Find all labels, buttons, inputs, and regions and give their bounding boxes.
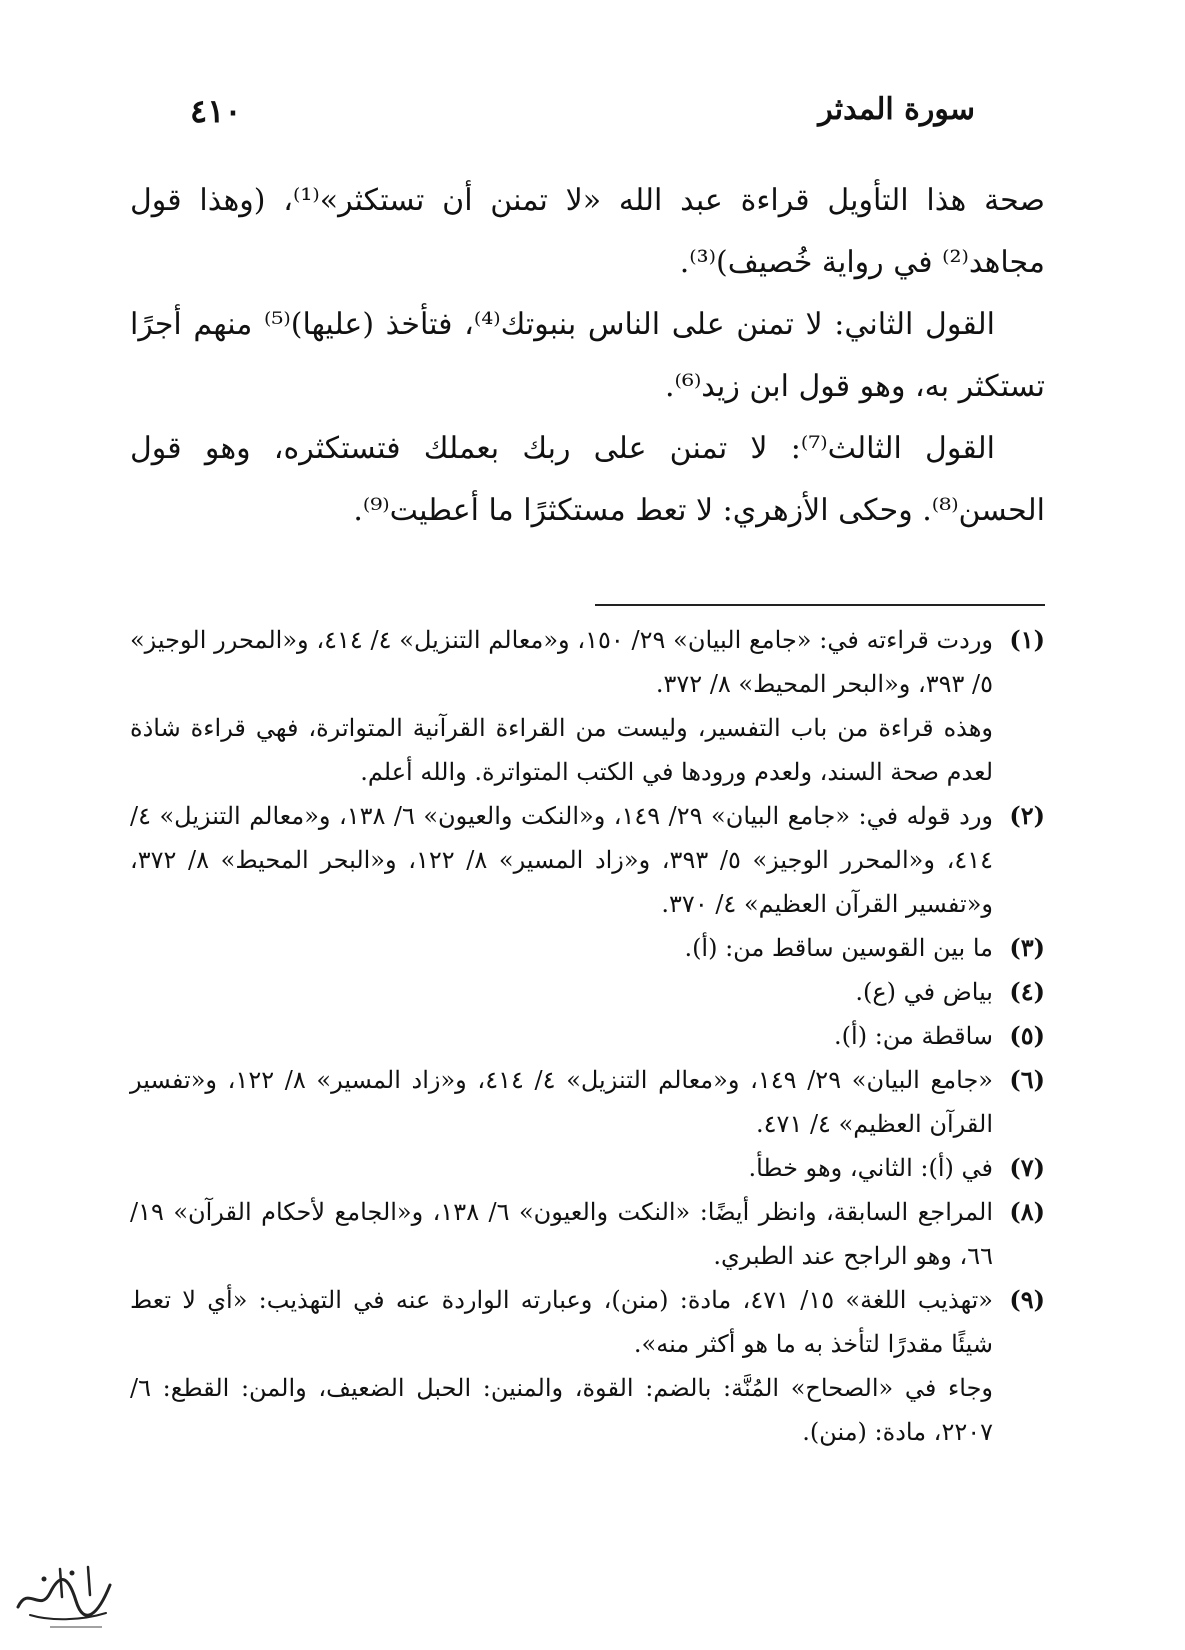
page-number: ٤١٠ bbox=[190, 92, 242, 130]
footnote-number: (٦) bbox=[1009, 1065, 1045, 1094]
footnote-text: ساقطة من: (أ). bbox=[834, 1022, 993, 1050]
footnote bbox=[130, 1146, 1045, 1190]
paragraph: القول الثالث⁽⁷⁾: لا تمنن على ربك بعملك فتستكثره، وهو قول الحسن⁽⁸⁾. وحكى الأزهري: لا تعط مستكثرًا ما أعطيت⁽⁹⁾. bbox=[130, 431, 1045, 528]
footnote-number: (٤) bbox=[1009, 977, 1045, 1006]
calligraphy-logo bbox=[10, 1555, 120, 1635]
footnote-text: ما بين القوسين ساقط من: (أ). bbox=[684, 934, 993, 962]
surah-title: سورة المدثر bbox=[818, 92, 975, 127]
footnote-text: «تهذيب اللغة» ١٥/ ٤٧١، مادة: (منن)، وعبارته الواردة عنه في التهذيب: «أي لا تعط شيئًا مقدرًا لتأخذ به ما هو أكثر منه». bbox=[130, 1286, 993, 1358]
footnote bbox=[130, 1058, 1045, 1146]
footnote bbox=[130, 970, 1045, 1014]
footnote-number: (٨) bbox=[1009, 1197, 1045, 1226]
footnote-number: (٣) bbox=[1009, 933, 1045, 962]
footnote-number: (٢) bbox=[1009, 801, 1045, 830]
footnote-divider bbox=[595, 604, 1045, 606]
footnote bbox=[130, 1014, 1045, 1058]
footnote-text: وردت قراءته في: «جامع البيان» ٢٩/ ١٥٠، و«معالم التنزيل» ٤/ ٤١٤، و«المحرر الوجيز» ٥/ ٣٩٣، و«البحر المحيط» ٨/ ٣٧٢. bbox=[130, 626, 994, 698]
footnote-text: «جامع البيان» ٢٩/ ١٤٩، و«معالم التنزيل» ٤/ ٤١٤، و«زاد المسير» ٨/ ١٢٢، و«تفسير القرآن العظيم» ٤/ ٤٧١. bbox=[130, 1066, 993, 1138]
footnote-number: (٧) bbox=[1009, 1153, 1045, 1182]
footnote-text: بياض في (ع). bbox=[855, 978, 993, 1006]
footnote bbox=[130, 1278, 1045, 1366]
footnote-text: في (أ): الثاني، وهو خطأ. bbox=[748, 1154, 993, 1182]
paragraph: صحة هذا التأويل قراءة عبد الله «لا تمنن أن تستكثر»⁽¹⁾، (وهذا قول مجاهد⁽²⁾ في رواية خُصيف)⁽³⁾. bbox=[130, 183, 1045, 280]
footnote-text: المراجع السابقة، وانظر أيضًا: «النكت والعيون» ٦/ ١٣٨، و«الجامع لأحكام القرآن» ١٩/ ٦٦، وهو الراجح عند الطبري. bbox=[130, 1198, 993, 1270]
footnote bbox=[130, 794, 1045, 926]
footnote bbox=[130, 1190, 1045, 1278]
footnote-continuation: وجاء في «الصحاح» المُنَّة: بالضم: القوة، والمنين: الحبل الضعيف، والمن: القطع: ٦/ ٢٢٠٧، مادة: (منن). bbox=[130, 1374, 993, 1446]
page-header bbox=[130, 92, 1055, 142]
footnote bbox=[130, 618, 1045, 706]
footnote-continuation: وهذه قراءة من باب التفسير، وليست من القراءة القرآنية المتواترة، فهي قراءة شاذة لعدم صحة السند، ولعدم ورودها في الكتب المتواترة. والله أعلم. bbox=[130, 714, 993, 786]
footnote bbox=[130, 926, 1045, 970]
footnote-number: (٥) bbox=[1009, 1021, 1045, 1050]
footnotes bbox=[130, 618, 1045, 1454]
main-text bbox=[130, 170, 1045, 542]
footnote-text: ورد قوله في: «جامع البيان» ٢٩/ ١٤٩، و«النكت والعيون» ٦/ ١٣٨، و«معالم التنزيل» ٤/ ٤١٤، و«المحرر الوجيز» ٥/ ٣٩٣، و«زاد المسير» ٨/ ١٢٢، و«البحر المحيط» ٨/ ٣٧٢، و«تفسير القرآن العظيم» ٤/ ٣٧٠. bbox=[130, 802, 994, 918]
footnote-number: (٩) bbox=[1009, 1285, 1045, 1314]
footnote-number: (١) bbox=[1009, 625, 1045, 654]
paragraph: القول الثاني: لا تمنن على الناس بنبوتك⁽⁴⁾، فتأخذ (عليها)⁽⁵⁾ منهم أجرًا تستكثر به، وهو قول ابن زيد⁽⁶⁾. bbox=[130, 307, 1045, 404]
